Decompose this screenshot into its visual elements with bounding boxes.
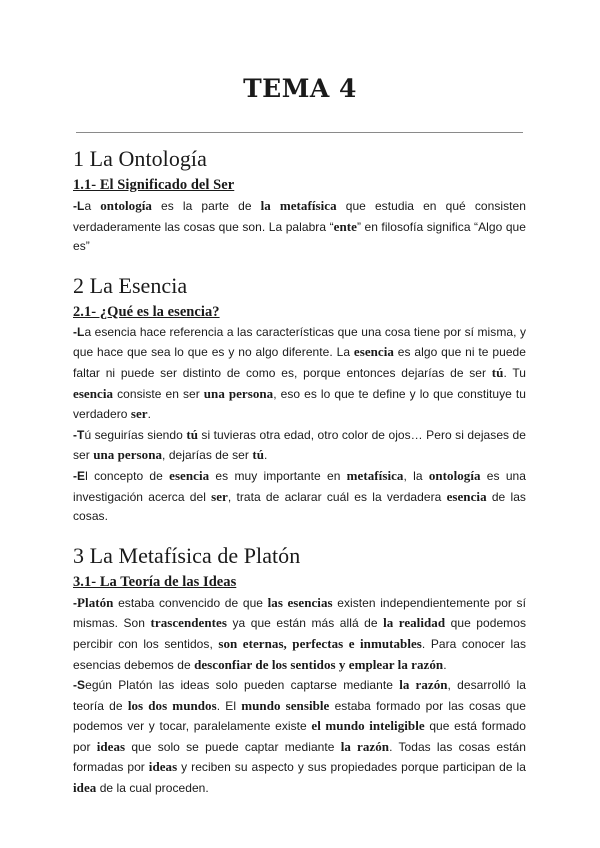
- section-subheading: 2.1- ¿Qué es la esencia?: [73, 303, 220, 320]
- title-divider: [76, 132, 523, 133]
- bold-term: esencia: [169, 467, 210, 483]
- bold-term: ente: [333, 218, 357, 234]
- bold-term: ontología: [428, 467, 481, 483]
- text-run: .: [264, 448, 268, 463]
- bold-term: tú: [491, 364, 504, 380]
- text-run: a: [84, 199, 101, 213]
- initial-letter: L: [77, 199, 85, 213]
- text-run: egún Platón las ideas solo pueden captarse mediante: [85, 678, 400, 693]
- bold-term: la razón: [340, 738, 390, 754]
- bold-term: ser: [130, 406, 148, 422]
- text-run: . El: [216, 698, 242, 713]
- text-run: existen independientemente por sí mismas. Son: [73, 595, 526, 631]
- bold-term: esencia: [446, 488, 487, 504]
- bullet-dash: -: [73, 427, 78, 442]
- text-run: .: [147, 407, 152, 422]
- text-run: que estudia en qué consisten verdaderamente las cosas que son. La palabra “: [73, 199, 526, 234]
- bold-term: los dos mundos: [127, 697, 217, 713]
- bold-term: ontología: [100, 198, 152, 213]
- section-ontologia: [73, 145, 526, 257]
- section-esencia: [73, 272, 526, 527]
- bold-term: la realidad: [383, 615, 446, 631]
- initial-letter: L: [77, 324, 85, 339]
- bold-term: trascendentes: [150, 615, 227, 631]
- text-run: ya que están más allá de: [226, 616, 384, 631]
- bold-term: mundo sensible: [241, 697, 330, 713]
- bold-term: desconfiar de los sentidos y emplear la razón: [194, 656, 444, 672]
- text-run: l concepto de: [85, 468, 170, 483]
- text-run: es muy importante en: [209, 468, 347, 483]
- section-heading: 3 La Metafísica de Platón: [73, 542, 301, 568]
- section-subheading: 1.1- El Significado del Ser: [73, 177, 235, 193]
- section-heading: 2 La Esencia: [73, 272, 188, 298]
- paragraph: [73, 675, 526, 799]
- paragraph: [73, 323, 526, 425]
- text-run: . Para conocer las esencias debemos de: [73, 636, 527, 672]
- bullet-dash: -: [73, 595, 78, 610]
- bold-term: tú: [186, 426, 198, 442]
- initial-letter: E: [77, 468, 86, 483]
- document-body: [73, 145, 526, 814]
- text-run: a esencia hace referencia a las características que una cosa tiene por sí misma, y que hace que sea lo que es y no algo diferente. La: [73, 324, 526, 360]
- paragraph: [73, 593, 526, 675]
- text-run: consiste en ser: [113, 386, 204, 401]
- text-run: .: [443, 657, 447, 672]
- bullet-dash: -: [73, 678, 78, 693]
- paragraph: [73, 425, 526, 466]
- bold-term: tú: [252, 447, 264, 463]
- text-run: , trata de aclarar cuál es la verdadera: [227, 489, 447, 504]
- bold-term: ideas: [96, 738, 126, 754]
- initial-letter: S: [77, 678, 86, 693]
- paragraph: [73, 196, 526, 257]
- text-run: estaba convencido de que: [113, 595, 268, 610]
- bold-term: Platón: [77, 594, 114, 610]
- bold-term: esencia: [73, 385, 114, 401]
- text-run: . Tu: [503, 365, 527, 380]
- text-run: es una investigación acerca del: [73, 468, 526, 504]
- text-run: es algo que ni te puede faltar ni puede ser distinto de como es, porque entonces dejarías de ser: [73, 345, 526, 380]
- bold-term: idea: [73, 780, 97, 796]
- text-run: . Todas las cosas están formadas por: [73, 739, 527, 775]
- section-heading: 1 La Ontología: [73, 146, 207, 171]
- text-run: ” en filosofía significa “Algo que es”: [73, 219, 526, 254]
- bullet-dash: -: [73, 324, 78, 339]
- text-run: que podemos percibir con los sentidos,: [73, 616, 526, 651]
- bold-term: una persona: [93, 447, 163, 463]
- text-run: y reciben su aspecto y sus propiedades porque participan de la: [177, 760, 526, 775]
- page-title: TEMA 4: [243, 74, 357, 103]
- bold-term: la metafísica: [260, 198, 337, 213]
- text-run: , dejarías de ser: [162, 448, 253, 463]
- text-run: es la parte de: [151, 199, 261, 213]
- text-run: ú seguirías siendo: [84, 427, 187, 442]
- bold-term: son eternas, perfectas e inmutables: [218, 635, 422, 651]
- bold-term: las esencias: [267, 594, 333, 610]
- text-run: si tuvieras otra edad, otro color de ojos… Pero si dejases de ser: [73, 427, 526, 463]
- bold-term: metafísica: [346, 467, 404, 483]
- bold-term: el mundo inteligible: [311, 718, 425, 734]
- text-run: de las cosas.: [73, 489, 526, 524]
- bold-term: la razón: [399, 677, 448, 693]
- text-run: que solo se puede captar mediante: [125, 739, 341, 754]
- bold-term: una persona: [203, 385, 274, 401]
- text-run: que está formado por: [73, 719, 527, 754]
- text-run: , la: [403, 468, 429, 483]
- bullet-dash: -: [73, 199, 78, 213]
- initial-letter: T: [77, 427, 85, 442]
- text-run: estaba formado por las cosas que podemos ver y tocar, paralelamente existe: [73, 698, 526, 734]
- bold-term: ser: [211, 488, 228, 504]
- text-run: , eso es lo que te define y lo que constituye tu verdadero: [73, 386, 526, 422]
- bullet-dash: -: [73, 468, 78, 483]
- section-subheading: 3.1- La Teoría de las Ideas: [73, 573, 237, 590]
- paragraph: [73, 466, 526, 527]
- section-metafisica-platon: [73, 542, 526, 799]
- text-run: , desarrolló la teoría de: [73, 678, 526, 713]
- text-run: de la cual proceden.: [96, 781, 209, 796]
- bold-term: esencia: [353, 344, 394, 360]
- bold-term: ideas: [148, 759, 178, 775]
